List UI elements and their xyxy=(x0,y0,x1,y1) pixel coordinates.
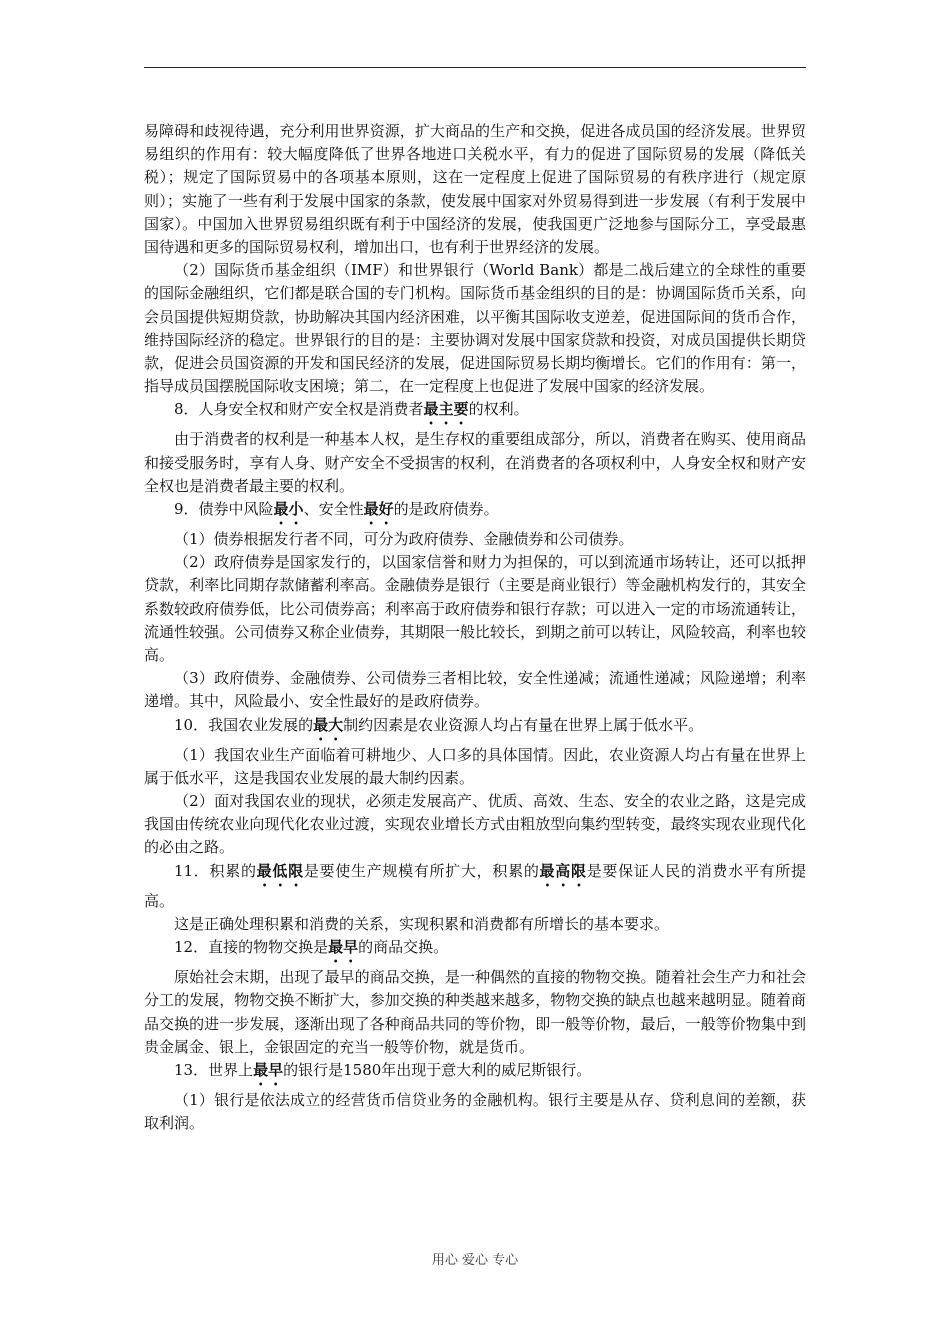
emphasis-mark: 最早 xyxy=(253,1060,284,1079)
paragraph-imf-worldbank: （2）国际货币基金组织（IMF）和世界银行（World Bank）都是二战后建立的全球性的重要的国际金融组织，它们都是联合国的专门机构。国际货币基金组织的目的是：协调国际货币关系，向会员国提供短期贷款，协助解决其国内经济困难，以平衡其国际收支逆差，促进国际间的货币合作，维持国际经济的稳定。世界银行的目的是：主要协调对发展中国家贷款和投资，对成员国提供长期贷款，促进会员国资源的开发和国民经济的发展，促进国际贸易长期均衡增长。它们的作用有：第一，指导成员国摆脱国际收支困境；第二，在一定程度上也促进了发展中国家的经济发展。 xyxy=(144,261,806,396)
paragraph-barter: 原始社会末期，出现了最早的商品交换，是一种偶然的直接的物物交换。随着社会生产力和社会分工的发展，物物交换不断扩大，参加交换的种类越来越多，物物交换的缺点也越来越明显。随着商品交换的进一步发展，逐渐出现了各种商品共同的等价物，即一般等价物，最后，一般等价物集中到贵金属金、银上，金银固定的充当一般等价物，就是货币。 xyxy=(144,968,806,1056)
heading-item-12: 12．直接的物物交换是最早的商品交换。 xyxy=(174,938,449,957)
heading-item-8: 8．人身安全权和财产安全权是消费者最主要的权利。 xyxy=(174,400,529,419)
paragraph-agriculture-2: （2）面对我国农业的现状，必须走发展高产、优质、高效、生态、安全的农业之路，这是完成我国由传统农业向现代化农业过渡，实现农业增长方式由粗放型向集约型转变，最终实现农业现代化的必由之路。 xyxy=(144,792,806,857)
paragraph-bonds-3: （3）政府债券、金融债券、公司债券三者相比较，安全性递减；流通性递减；风险递增；利率递增。其中，风险最小、安全性最好的是政府债券。 xyxy=(144,669,806,711)
paragraph-wto: 易障碍和歧视待遇，充分利用世界资源，扩大商品的生产和交换，促进各成员国的经济发展。世界贸易组织的作用有：较大幅度降低了世界各地进口关税水平，有力的促进了国际贸易的发展（降低关税）；规定了国际贸易中的各项基本原则，这在一定程度上促进了国际贸易的有秩序进行（规定原则）；实施了一些有利于发展中国家的条款，使发展中国家对外贸易得到进一步发展（有利于发展中国家）。中国加入世界贸易组织既有利于中国经济的发展，使我国更广泛地参与国际分工，享受最惠国待遇和更多的国际贸易权利，增加出口，也有利于世界经济的发展。 xyxy=(144,122,806,257)
paragraph-bank: （1）银行是依法成立的经营货币信贷业务的金融机构。银行主要是从存、贷利息间的差额，获取利润。 xyxy=(144,1090,806,1133)
paragraph-agriculture-1: （1）我国农业生产面临着可耕地少、人口多的具体国情。因此，农业资源人均占有量在世界上属于低水平，这是我国农业发展的最大制约因素。 xyxy=(144,745,806,787)
emphasis-mark: 最小 xyxy=(273,500,304,519)
emphasis-mark: 最高限 xyxy=(539,861,587,880)
page-footer: 用心 爱心 专心 xyxy=(431,1253,519,1268)
paragraph-bonds-2: （2）政府债券是国家发行的，以国家信誉和财力为担保的，可以到流通市场转让，还可以抵押贷款，利率比同期存款储蓄利率高。金融债券是银行（主要是商业银行）等金融机构发行的，其安全系数较政府债券低，比公司债券高；利率高于政府债券和银行存款；可以进入一定的市场流通转让，流通性较强。公司债券又称企业债券，其期限一般比较长，到期之前可以转让，风险较高，利率也较高。 xyxy=(144,553,806,665)
emphasis-mark: 最主要 xyxy=(423,400,469,419)
heading-item-13: 13．世界上最早的银行是1580年出现于意大利的威尼斯银行。 xyxy=(174,1060,592,1079)
paragraph-bonds-1: （1）债券根据发行者不同，可分为政府债券、金融债券和公司债券。 xyxy=(174,530,634,549)
heading-item-11: 11．积累的最低限是要使生产规模有所扩大，积累的最高限是要保证人民的消费水平有所提高。 xyxy=(144,861,806,910)
header-rule xyxy=(144,67,806,68)
paragraph-accumulation: 这是正确处理积累和消费的关系，实现积累和消费都有所增长的基本要求。 xyxy=(174,914,670,933)
heading-item-9: 9．债券中风险最小、安全性最好的是政府债券。 xyxy=(174,500,499,519)
emphasis-mark: 最大 xyxy=(313,715,344,734)
page-body xyxy=(144,120,806,1135)
emphasis-mark: 最好 xyxy=(363,500,394,519)
paragraph-consumer-rights: 由于消费者的权利是一种基本人权，是生存权的重要组成部分，所以，消费者在购买、使用商品和接受服务时，享有人身、财产安全不受损害的权利，在消费者的各项权利中，人身安全权和财产安全权也是消费者最主要的权利。 xyxy=(144,430,806,495)
emphasis-mark: 最早 xyxy=(328,938,359,957)
heading-item-10: 10．我国农业发展的最大制约因素是农业资源人均占有量在世界上属于低水平。 xyxy=(174,715,704,734)
emphasis-mark: 最低限 xyxy=(256,861,304,880)
